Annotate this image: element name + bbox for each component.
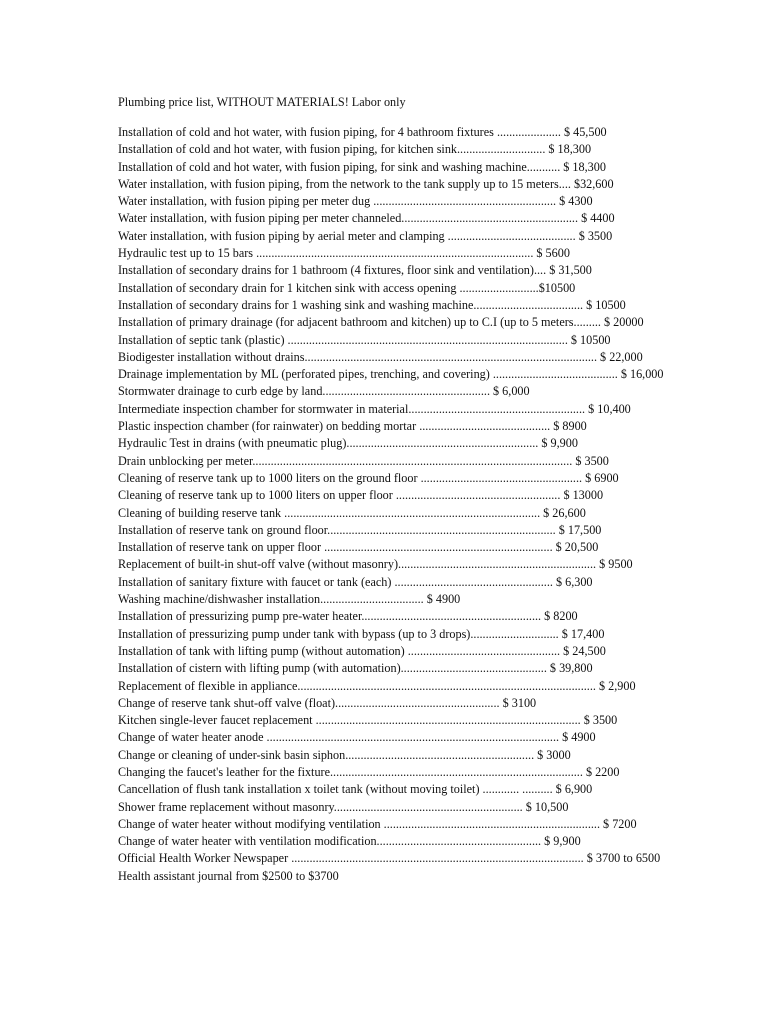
price-line: Change of water heater without modifying ventilation ....................................................................... $ 7200 (118, 816, 637, 831)
price-line: Installation of secondary drains for 1 bathroom (4 fixtures, floor sink and ventilation).... $ 31,500 (118, 263, 592, 278)
price-line: Cancellation of flush tank installation x toilet tank (without moving toilet) ............ .......... $ 6,900 (118, 782, 593, 797)
price-line: Water installation, with fusion piping per meter dug ............................................................ $ 4300 (118, 194, 593, 209)
price-line: Official Health Worker Newspaper ................................................................................................ $ 3700 to 6500 (118, 851, 661, 866)
price-list-document (118, 94, 718, 885)
price-line: Water installation, with fusion piping, from the network to the tank supply up to 15 meters.... $32,600 (118, 176, 614, 191)
price-line: Replacement of built-in shut-off valve (without masonry)................................................................. $ 9500 (118, 557, 633, 572)
price-list (118, 124, 718, 885)
price-line: Installation of cold and hot water, with fusion piping, for 4 bathroom fixtures ..................... $ 45,500 (118, 125, 607, 139)
price-line: Change of reserve tank shut-off valve (float)...................................................... $ 3100 (118, 695, 537, 710)
price-line: Drain unblocking per meter......................................................................................................... $ 3500 (118, 453, 609, 468)
price-line: Water installation, with fusion piping per meter channeled.......................................................... $ 4400 (118, 211, 615, 226)
price-line: Installation of sanitary fixture with faucet or tank (each) .................................................... $ 6,300 (118, 574, 593, 589)
price-line: Change of water heater anode ................................................................................................ $ 4900 (118, 730, 596, 745)
price-line: Installation of reserve tank on upper floor ........................................................................... $ 20,500 (118, 540, 599, 555)
price-line: Installation of cistern with lifting pump (with automation)................................................ $ 39,800 (118, 661, 593, 676)
price-line: Installation of cold and hot water, with fusion piping, for sink and washing machine........... $ 18,300 (118, 159, 606, 174)
price-line: Installation of secondary drains for 1 washing sink and washing machine.................................... $ 10500 (118, 297, 626, 312)
price-line: Installation of pressurizing pump under tank with bypass (up to 3 drops)............................. $ 17,400 (118, 626, 605, 641)
price-line: Kitchen single-lever faucet replacement ....................................................................................... $ 3500 (118, 713, 618, 728)
price-line: Installation of reserve tank on ground floor........................................................................... $ 17,500 (118, 522, 602, 537)
price-line: Water installation, with fusion piping by aerial meter and clamping .......................................... $ 3500 (118, 228, 613, 243)
price-line: Cleaning of reserve tank up to 1000 liters on upper floor ...................................................... $ 13000 (118, 488, 604, 503)
price-line: Washing machine/dishwasher installation.................................. $ 4900 (118, 592, 461, 607)
document-title: Plumbing price list, WITHOUT MATERIALS! Labor only (118, 95, 406, 109)
price-line: Installation of primary drainage (for adjacent bathroom and kitchen) up to C.I (up to 5 meters......... $ 20000 (118, 315, 644, 330)
price-line: Installation of pressurizing pump pre-water heater........................................................... $ 8200 (118, 609, 578, 624)
price-line: Change of water heater with ventilation modification...................................................... $ 9,900 (118, 834, 581, 849)
price-line: Installation of tank with lifting pump (without automation) .................................................. $ 24,500 (118, 643, 606, 658)
price-line: Health assistant journal from $2500 to $3700 (118, 868, 339, 883)
price-line: Replacement of flexible in appliance.................................................................................................. $ 2,900 (118, 678, 636, 693)
price-line: Installation of secondary drain for 1 kitchen sink with access opening ..........................$10500 (118, 280, 576, 295)
price-line: Hydraulic test up to 15 bars ........................................................................................... $ 5600 (118, 246, 570, 261)
price-line: Drainage implementation by ML (perforated pipes, trenching, and covering) ......................................... $ 16,000 (118, 367, 664, 382)
price-line: Plastic inspection chamber (for rainwater) on bedding mortar ........................................... $ 8900 (118, 419, 587, 434)
price-line: Cleaning of reserve tank up to 1000 liters on the ground floor ..................................................... $ 6900 (118, 470, 619, 485)
price-line: Biodigester installation without drains................................................................................................ $ 22,000 (118, 349, 643, 364)
price-line: Hydraulic Test in drains (with pneumatic plug)............................................................... $ 9,900 (118, 436, 578, 451)
price-line: Change or cleaning of under-sink basin siphon.............................................................. $ 3000 (118, 747, 571, 762)
price-line: Changing the faucet's leather for the fixture................................................................................... $ 2200 (118, 764, 620, 779)
price-line: Installation of septic tank (plastic) ............................................................................................ $ 10500 (118, 332, 611, 347)
price-line: Stormwater drainage to curb edge by land....................................................... $ 6,000 (118, 384, 530, 399)
price-line: Installation of cold and hot water, with fusion piping, for kitchen sink............................. $ 18,300 (118, 142, 592, 157)
price-line: Shower frame replacement without masonry.............................................................. $ 10,500 (118, 799, 569, 814)
price-line: Intermediate inspection chamber for stormwater in material.......................................................... $ 10,400 (118, 401, 631, 416)
price-line: Cleaning of building reserve tank .................................................................................... $ 26,600 (118, 505, 586, 520)
